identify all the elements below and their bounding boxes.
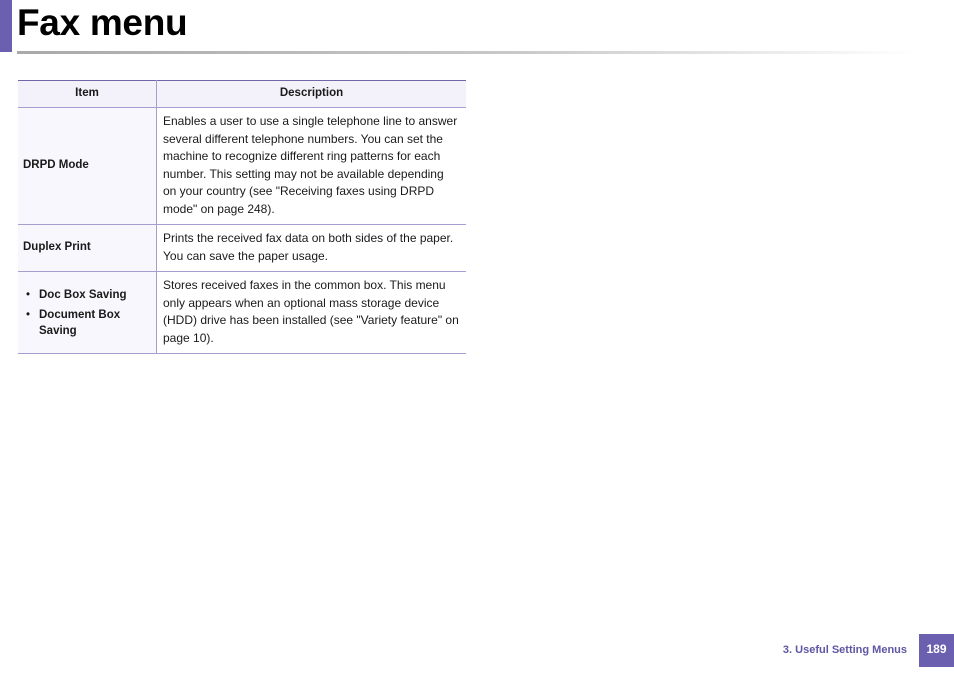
row-description: Stores received faxes in the common box. This menu only appears when an optional mass storage device (HDD) drive has been installed (see "Variety feature" on page 10).: [157, 272, 467, 354]
table-row: [18, 108, 466, 225]
table-row: [18, 225, 466, 272]
table-header-row: [18, 81, 466, 108]
title-accent-bar: [0, 0, 12, 52]
footer-chapter-label: 3. Useful Setting Menus: [782, 644, 907, 656]
list-item: [23, 307, 151, 339]
row-description: Enables a user to use a single telephone line to answer several different telephone numbers. You can set the machine to recognize different ring patterns for each number. This setting may not be available depending on your country (see "Receiving faxes using DRPD mode" on page 248).: [157, 108, 467, 225]
bullet-icon: •: [26, 288, 31, 301]
fax-menu-table: [18, 80, 466, 354]
title-divider: [17, 51, 917, 54]
item-bullet-list: [23, 287, 151, 339]
list-item: [23, 287, 151, 303]
page-title: Fax menu: [17, 2, 188, 43]
table-row: [18, 272, 466, 354]
column-header-description: Description: [157, 81, 467, 108]
page-number-badge: 189: [919, 634, 954, 667]
row-item-drpd-mode: DRPD Mode: [18, 108, 157, 225]
row-item-duplex-print: Duplex Print: [18, 225, 157, 272]
row-item-doc-box: [18, 272, 157, 354]
row-description: Prints the received fax data on both sides of the paper. You can save the paper usage.: [157, 225, 467, 272]
item-label-document-box-saving: Document Box Saving: [39, 308, 121, 337]
item-label-doc-box-saving: Doc Box Saving: [39, 288, 127, 301]
column-header-item: Item: [18, 81, 157, 108]
bullet-icon: •: [26, 308, 31, 321]
